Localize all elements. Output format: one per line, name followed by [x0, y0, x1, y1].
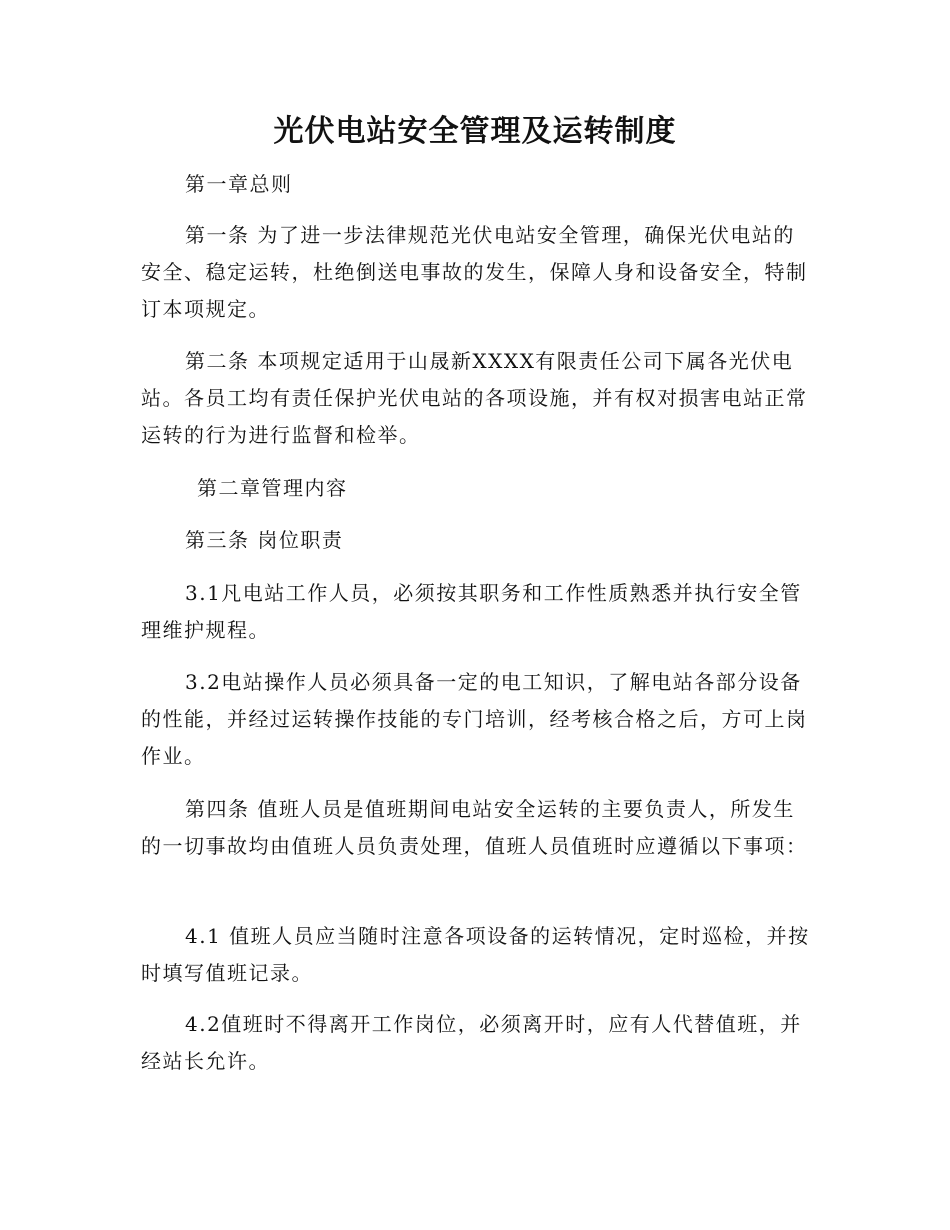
article-1: 第一条 为了进一步法律规范光伏电站安全管理，确保光伏电站的安全、稳定运转，杜绝倒送电事故的发生，保障人身和设备安全，特制订本项规定。	[141, 223, 808, 321]
chapter-2-heading: 第二章管理内容	[197, 476, 348, 500]
item-3-2: 3.2电站操作人员必须具备一定的电工知识，了解电站各部分设备的性能，并经过运转操作技能的专门培训，经考核合格之后，方可上岗作业。	[141, 670, 808, 768]
item-3-1: 3.1凡电站工作人员，必须按其职务和工作性质熟悉并执行安全管理维护规程。	[141, 581, 802, 642]
item-4-1: 4.1 值班人员应当随时注意各项设备的运转情况，定时巡检，并按时填写值班记录。	[141, 924, 810, 985]
article-3-heading: 第三条 岗位职责	[185, 528, 344, 552]
chapter-1-heading: 第一章总则	[185, 172, 293, 196]
article-4: 第四条 值班人员是值班期间电站安全运转的主要负责人，所发生的一切事故均由值班人员负责处理，值班人员值班时应遵循以下事项：	[141, 797, 808, 858]
item-4-2: 4.2值班时不得离开工作岗位，必须离开时，应有人代替值班，并经站长允许。	[141, 1012, 802, 1073]
article-2: 第二条 本项规定适用于山晟新XXXX有限责任公司下属各光伏电站。各员工均有责任保护光伏电站的各项设施，并有权对损害电站正常运转的行为进行监督和检举。	[141, 349, 808, 447]
document-title: 光伏电站安全管理及运转制度	[273, 114, 677, 149]
